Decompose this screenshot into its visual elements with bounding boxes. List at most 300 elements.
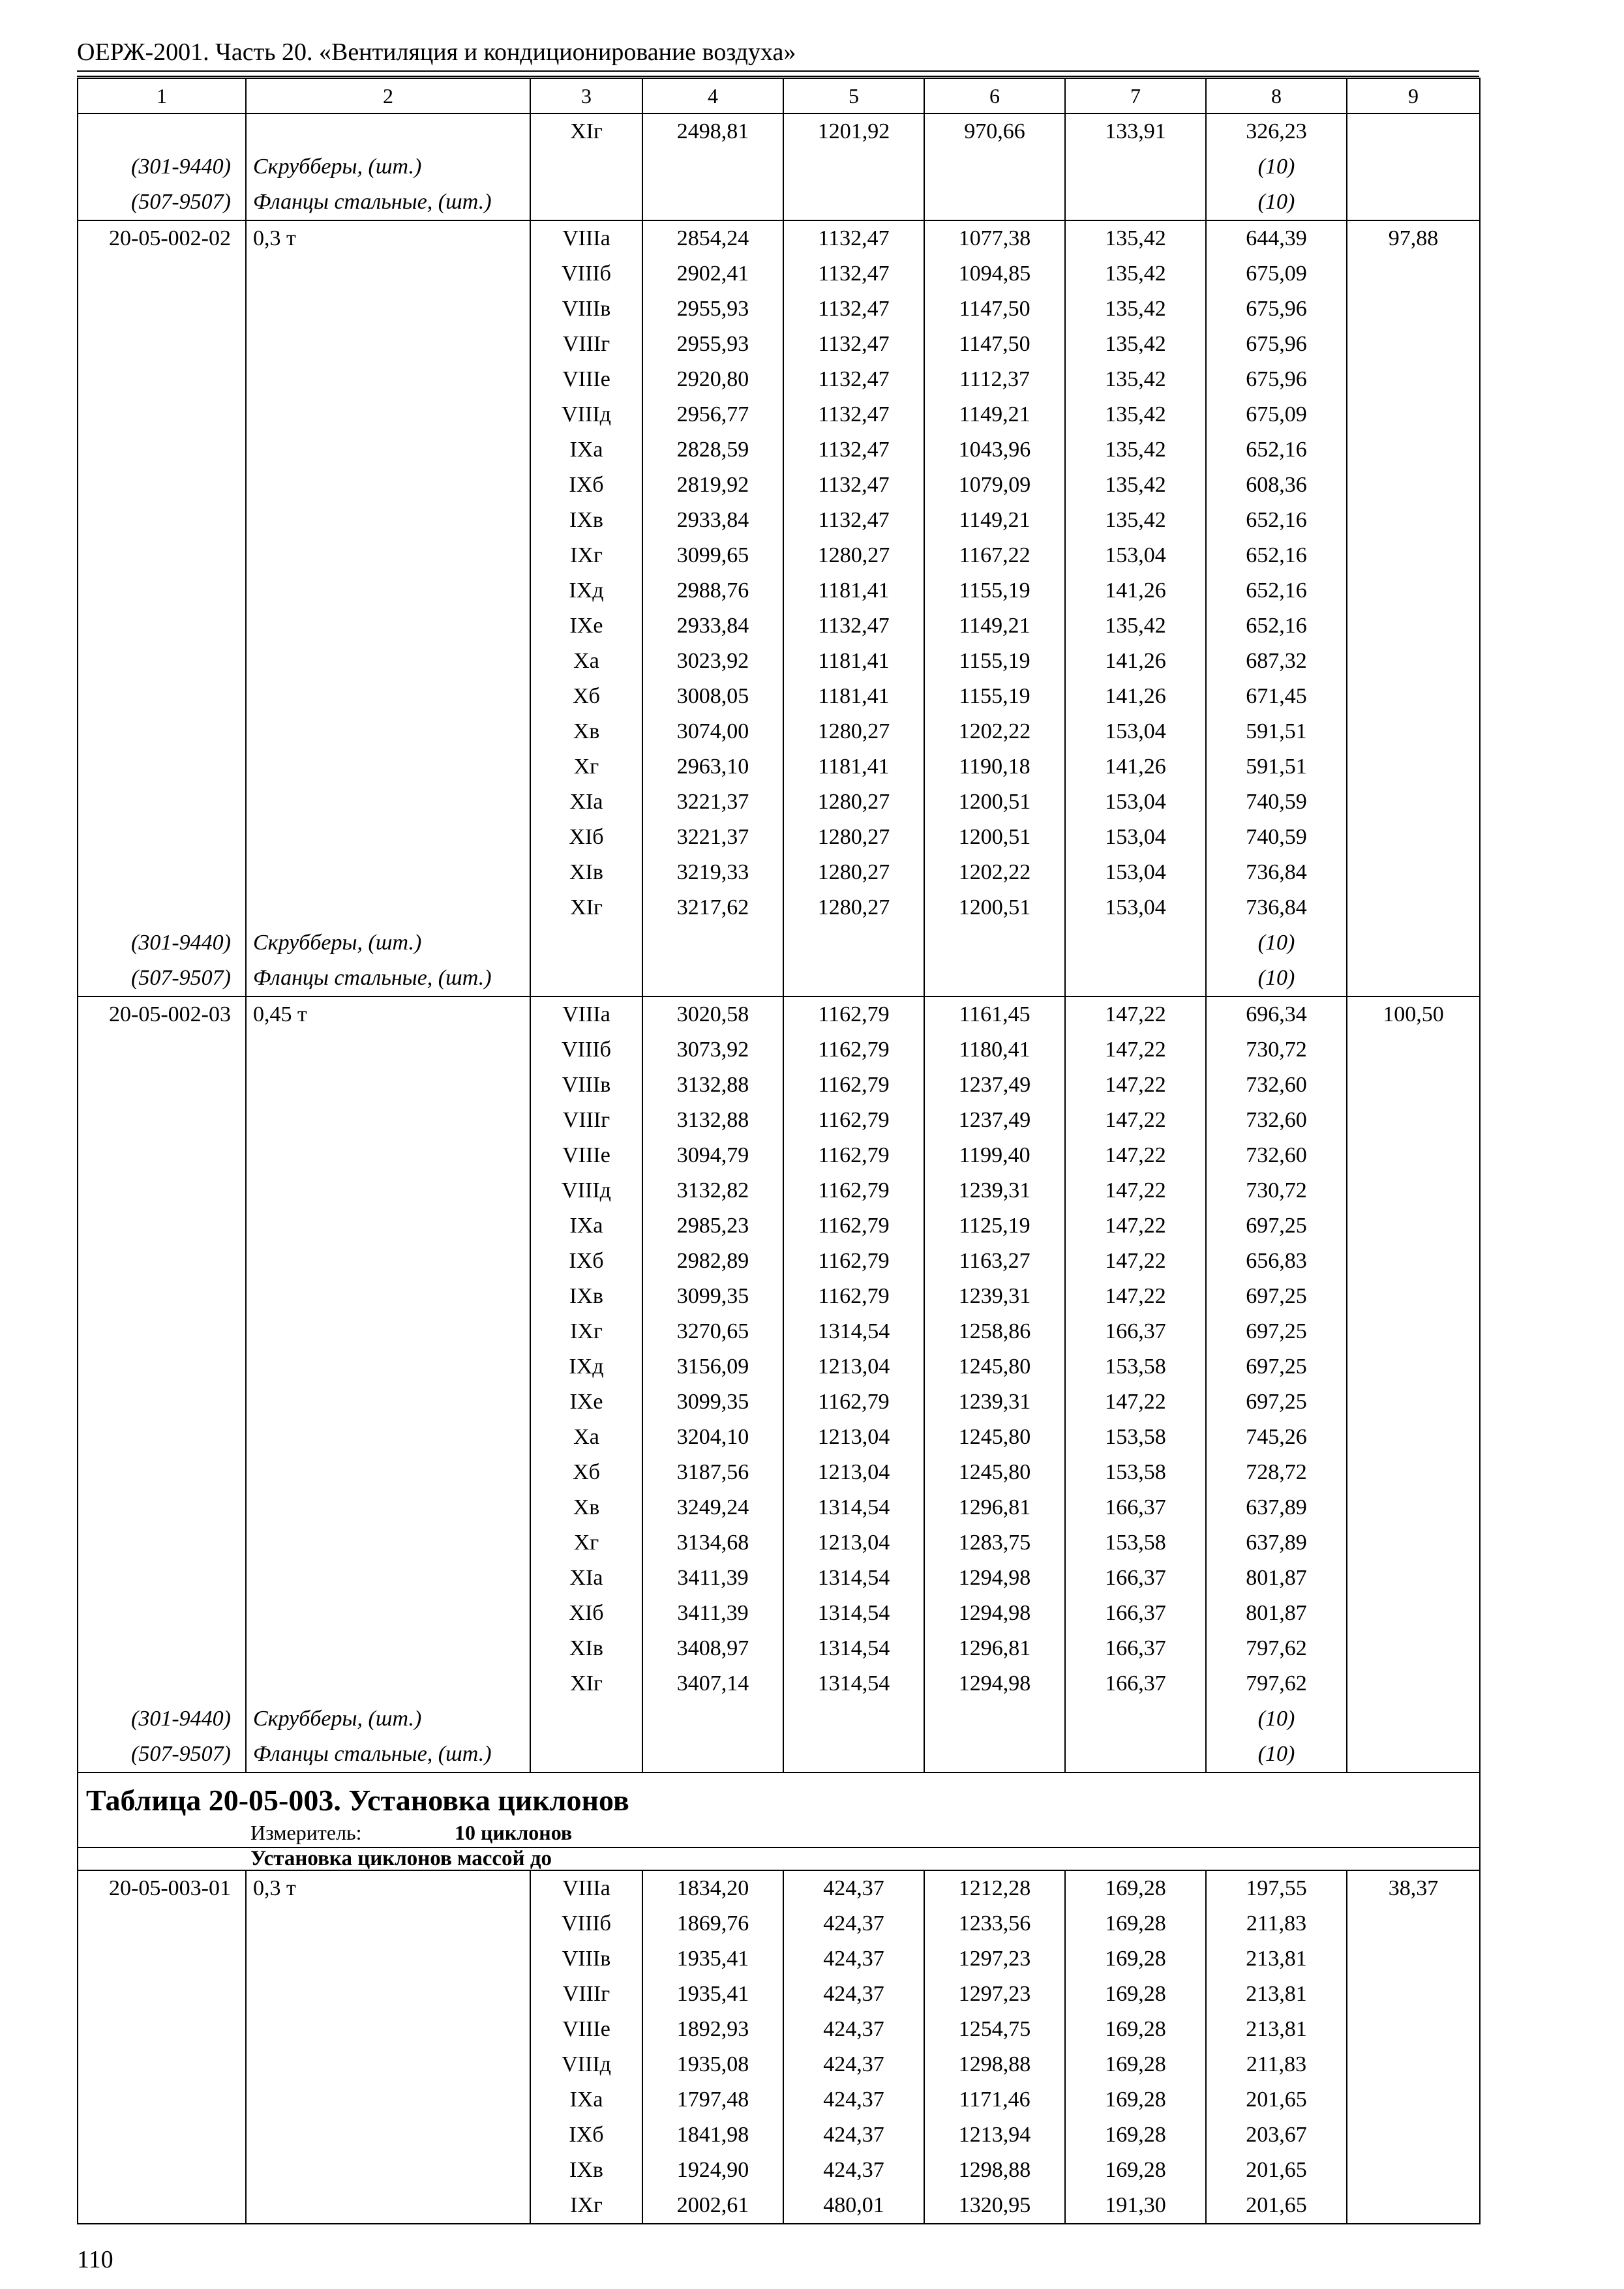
machine-cost-cell: 1200,51 — [924, 820, 1065, 855]
machinist-wages-cell: 153,04 — [1065, 785, 1206, 820]
wages-cell: 1162,79 — [783, 1244, 924, 1279]
table-row — [78, 468, 1480, 503]
labor-cell — [1347, 1279, 1480, 1314]
machinist-wages-cell: 147,22 — [1065, 1244, 1206, 1279]
zone-cell: VIIIб — [530, 1906, 642, 1941]
table-row — [78, 327, 1480, 362]
materials-cost-cell: 675,96 — [1206, 362, 1347, 397]
machine-cost-cell: 1079,09 — [924, 468, 1065, 503]
total-cost-cell: 2955,93 — [642, 327, 783, 362]
rate-code-cell — [78, 538, 246, 573]
total-cost-cell: 3219,33 — [642, 855, 783, 890]
table-row — [78, 749, 1480, 785]
empty-cell — [1347, 1701, 1480, 1737]
rate-name-cell — [246, 1561, 530, 1596]
labor-cell — [1347, 468, 1480, 503]
column-number-cell: 4 — [642, 78, 783, 113]
total-cost-cell: 3008,05 — [642, 679, 783, 714]
zone-cell: VIIIв — [530, 292, 642, 327]
total-cost-cell: 2985,23 — [642, 1208, 783, 1244]
total-cost-cell: 3249,24 — [642, 1490, 783, 1525]
rate-code-cell — [78, 1279, 246, 1314]
rate-name-cell — [246, 1244, 530, 1279]
total-cost-cell: 1935,08 — [642, 2047, 783, 2082]
labor-cell — [1347, 432, 1480, 468]
wages-cell: 424,37 — [783, 2117, 924, 2153]
materials-cost-cell: 740,59 — [1206, 785, 1347, 820]
machine-cost-cell: 1125,19 — [924, 1208, 1065, 1244]
empty-cell — [1065, 1737, 1206, 1773]
zone-cell: XIб — [530, 820, 642, 855]
total-cost-cell: 1924,90 — [642, 2153, 783, 2188]
wages-cell: 1181,41 — [783, 679, 924, 714]
table-row — [78, 78, 1480, 113]
materials-cost-cell: 197,55 — [1206, 1870, 1347, 1906]
zone-cell: VIIIд — [530, 1173, 642, 1208]
machinist-wages-cell: 166,37 — [1065, 1666, 1206, 1701]
materials-cost-cell: 675,09 — [1206, 256, 1347, 292]
machine-cost-cell: 1112,37 — [924, 362, 1065, 397]
resource-name-cell: Фланцы стальные, (шт.) — [246, 961, 530, 996]
machinist-wages-cell: 153,04 — [1065, 890, 1206, 925]
column-number-cell: 9 — [1347, 78, 1480, 113]
total-cost-cell: 2963,10 — [642, 749, 783, 785]
rate-code-cell — [78, 1941, 246, 1977]
machinist-wages-cell: 147,22 — [1065, 1173, 1206, 1208]
wages-cell: 1213,04 — [783, 1349, 924, 1384]
resource-quantity-cell: (10) — [1206, 961, 1347, 996]
measure-line — [86, 1822, 1473, 1843]
resource-name-cell: Скрубберы, (шт.) — [246, 925, 530, 961]
table-row — [78, 1631, 1480, 1666]
total-cost-cell: 2955,93 — [642, 292, 783, 327]
rate-code-cell: 20-05-002-03 — [78, 996, 246, 1032]
zone-cell: XIв — [530, 855, 642, 890]
table-row — [78, 573, 1480, 608]
total-cost-cell: 2002,61 — [642, 2188, 783, 2224]
labor-cell — [1347, 714, 1480, 749]
table-row — [78, 1737, 1480, 1773]
zone-cell: IXг — [530, 2188, 642, 2224]
table-row — [78, 1138, 1480, 1173]
machinist-wages-cell: 133,91 — [1065, 113, 1206, 149]
total-cost-cell: 1841,98 — [642, 2117, 783, 2153]
empty-cell — [530, 1737, 642, 1773]
empty-cell — [1347, 185, 1480, 220]
table-row — [78, 1244, 1480, 1279]
empty-cell — [1065, 925, 1206, 961]
machinist-wages-cell: 169,28 — [1065, 2153, 1206, 2188]
wages-cell: 1162,79 — [783, 1279, 924, 1314]
labor-cell — [1347, 820, 1480, 855]
empty-cell — [642, 1737, 783, 1773]
rate-name-cell — [246, 1349, 530, 1384]
labor-cell — [1347, 256, 1480, 292]
labor-cell — [1347, 1596, 1480, 1631]
total-cost-cell: 3221,37 — [642, 785, 783, 820]
zone-cell: IXв — [530, 2153, 642, 2188]
table-row — [78, 1173, 1480, 1208]
labor-cell — [1347, 785, 1480, 820]
empty-cell — [783, 1737, 924, 1773]
labor-cell — [1347, 608, 1480, 644]
rate-code-cell — [78, 1068, 246, 1103]
rate-code-cell — [78, 714, 246, 749]
machine-cost-cell: 1237,49 — [924, 1103, 1065, 1138]
column-number-cell: 3 — [530, 78, 642, 113]
wages-cell: 424,37 — [783, 2153, 924, 2188]
rate-code-cell — [78, 2188, 246, 2224]
rate-code-cell — [78, 679, 246, 714]
machine-cost-cell: 1239,31 — [924, 1384, 1065, 1420]
machine-cost-cell: 1171,46 — [924, 2082, 1065, 2117]
materials-cost-cell: 591,51 — [1206, 714, 1347, 749]
rate-name-cell — [246, 820, 530, 855]
rate-name-cell — [246, 397, 530, 432]
wages-cell: 1314,54 — [783, 1631, 924, 1666]
rate-name-cell — [246, 1173, 530, 1208]
total-cost-cell: 3094,79 — [642, 1138, 783, 1173]
rate-code-cell — [78, 2117, 246, 2153]
materials-cost-cell: 671,45 — [1206, 679, 1347, 714]
machine-cost-cell: 1294,98 — [924, 1666, 1065, 1701]
header-rule — [77, 70, 1479, 72]
table-row — [78, 785, 1480, 820]
empty-cell — [1065, 185, 1206, 220]
total-cost-cell: 2956,77 — [642, 397, 783, 432]
materials-cost-cell: 687,32 — [1206, 644, 1347, 679]
machinist-wages-cell: 153,58 — [1065, 1349, 1206, 1384]
labor-cell — [1347, 1244, 1480, 1279]
labor-cell — [1347, 1455, 1480, 1490]
zone-cell: VIIIе — [530, 2012, 642, 2047]
table-row — [78, 996, 1480, 1032]
materials-cost-cell: 652,16 — [1206, 503, 1347, 538]
rate-code-cell — [78, 820, 246, 855]
machine-cost-cell: 1258,86 — [924, 1314, 1065, 1349]
table-row — [78, 925, 1480, 961]
empty-cell — [783, 149, 924, 185]
machine-cost-cell: 1149,21 — [924, 503, 1065, 538]
rate-code-cell — [78, 1455, 246, 1490]
resource-code-cell: (507-9507) — [78, 185, 246, 220]
machinist-wages-cell: 135,42 — [1065, 397, 1206, 432]
rate-name-cell: 0,45 т — [246, 996, 530, 1032]
zone-cell: IXа — [530, 432, 642, 468]
total-cost-cell: 1935,41 — [642, 1941, 783, 1977]
table-row — [78, 1848, 1480, 1870]
total-cost-cell: 1869,76 — [642, 1906, 783, 1941]
rate-code-cell — [78, 256, 246, 292]
page-number: 110 — [77, 2246, 113, 2273]
labor-cell — [1347, 855, 1480, 890]
labor-cell — [1347, 1032, 1480, 1068]
rate-name-cell — [246, 644, 530, 679]
wages-cell: 424,37 — [783, 1906, 924, 1941]
machinist-wages-cell: 135,42 — [1065, 327, 1206, 362]
machinist-wages-cell: 169,28 — [1065, 2082, 1206, 2117]
table-row — [78, 2082, 1480, 2117]
empty-cell — [1347, 961, 1480, 996]
materials-cost-cell: 326,23 — [1206, 113, 1347, 149]
materials-cost-cell: 736,84 — [1206, 855, 1347, 890]
rate-code-cell — [78, 1666, 246, 1701]
labor-cell — [1347, 1138, 1480, 1173]
machinist-wages-cell: 135,42 — [1065, 468, 1206, 503]
rate-code-cell — [78, 1561, 246, 1596]
machine-cost-cell: 1202,22 — [924, 714, 1065, 749]
total-cost-cell: 3156,09 — [642, 1349, 783, 1384]
rate-code-cell — [78, 785, 246, 820]
labor-cell — [1347, 1561, 1480, 1596]
empty-cell — [924, 1737, 1065, 1773]
empty-cell — [530, 925, 642, 961]
wages-cell: 1162,79 — [783, 1208, 924, 1244]
total-cost-cell: 2828,59 — [642, 432, 783, 468]
total-cost-cell: 2854,24 — [642, 220, 783, 256]
resource-quantity-cell: (10) — [1206, 1701, 1347, 1737]
rate-name-cell — [246, 1032, 530, 1068]
resource-code-cell: (301-9440) — [78, 149, 246, 185]
materials-cost-cell: 591,51 — [1206, 749, 1347, 785]
table-row — [78, 1870, 1480, 1906]
total-cost-cell: 3407,14 — [642, 1666, 783, 1701]
rate-name-cell — [246, 714, 530, 749]
rate-code-cell — [78, 1032, 246, 1068]
materials-cost-cell: 736,84 — [1206, 890, 1347, 925]
empty-cell — [530, 961, 642, 996]
zone-cell: IXб — [530, 2117, 642, 2153]
machinist-wages-cell: 153,04 — [1065, 855, 1206, 890]
zone-cell: XIб — [530, 1596, 642, 1631]
labor-cell — [1347, 2047, 1480, 2082]
table-row — [78, 608, 1480, 644]
rate-name-cell — [246, 538, 530, 573]
table-row — [78, 644, 1480, 679]
machinist-wages-cell: 169,28 — [1065, 1977, 1206, 2012]
rate-code-cell — [78, 749, 246, 785]
empty-cell — [530, 185, 642, 220]
zone-cell: VIIIв — [530, 1068, 642, 1103]
machine-cost-cell: 1077,38 — [924, 220, 1065, 256]
machine-cost-cell: 1245,80 — [924, 1455, 1065, 1490]
table-row — [78, 149, 1480, 185]
rate-name-cell — [246, 362, 530, 397]
wages-cell: 1162,79 — [783, 1032, 924, 1068]
machine-cost-cell: 1200,51 — [924, 890, 1065, 925]
zone-cell: VIIIе — [530, 1138, 642, 1173]
table-header-cell — [78, 1773, 1480, 1848]
table-row — [78, 1773, 1480, 1848]
table-row — [78, 1279, 1480, 1314]
rate-name-cell — [246, 1208, 530, 1244]
rate-code-cell: 20-05-003-01 — [78, 1870, 246, 1906]
machinist-wages-cell: 147,22 — [1065, 1103, 1206, 1138]
wages-cell: 1162,79 — [783, 1068, 924, 1103]
resource-name-cell: Фланцы стальные, (шт.) — [246, 185, 530, 220]
rate-name-cell — [246, 2188, 530, 2224]
total-cost-cell: 2982,89 — [642, 1244, 783, 1279]
rate-code-cell — [78, 503, 246, 538]
zone-cell: Xв — [530, 714, 642, 749]
zone-cell: IXг — [530, 1314, 642, 1349]
table-row — [78, 1103, 1480, 1138]
total-cost-cell: 3132,88 — [642, 1068, 783, 1103]
zone-cell: VIIIб — [530, 1032, 642, 1068]
rate-code-cell — [78, 573, 246, 608]
empty-cell — [642, 149, 783, 185]
labor-cell — [1347, 1631, 1480, 1666]
materials-cost-cell: 213,81 — [1206, 2012, 1347, 2047]
table-row — [78, 855, 1480, 890]
rate-name-cell — [246, 890, 530, 925]
machinist-wages-cell: 135,42 — [1065, 292, 1206, 327]
table-row — [78, 185, 1480, 220]
rate-name-cell — [246, 2012, 530, 2047]
table-row — [78, 679, 1480, 714]
wages-cell: 1181,41 — [783, 749, 924, 785]
rate-name-cell — [246, 1138, 530, 1173]
labor-cell — [1347, 1906, 1480, 1941]
table-row — [78, 503, 1480, 538]
column-number-cell: 5 — [783, 78, 924, 113]
machinist-wages-cell: 147,22 — [1065, 1032, 1206, 1068]
labor-cell — [1347, 644, 1480, 679]
rate-code-cell — [78, 468, 246, 503]
wages-cell: 424,37 — [783, 2082, 924, 2117]
rate-code-cell — [78, 1103, 246, 1138]
machine-cost-cell: 1239,31 — [924, 1173, 1065, 1208]
rate-name-cell — [246, 855, 530, 890]
labor-cell — [1347, 1314, 1480, 1349]
wages-cell: 1132,47 — [783, 468, 924, 503]
total-cost-cell: 3074,00 — [642, 714, 783, 749]
rate-code-cell — [78, 1314, 246, 1349]
zone-cell: IXб — [530, 468, 642, 503]
labor-cell — [1347, 362, 1480, 397]
rate-name-cell — [246, 1455, 530, 1490]
machinist-wages-cell: 169,28 — [1065, 2047, 1206, 2082]
empty-cell — [924, 925, 1065, 961]
rate-code-cell — [78, 1420, 246, 1455]
machine-cost-cell: 1180,41 — [924, 1032, 1065, 1068]
machinist-wages-cell: 153,58 — [1065, 1525, 1206, 1561]
labor-cell — [1347, 1420, 1480, 1455]
machinist-wages-cell: 153,04 — [1065, 714, 1206, 749]
wages-cell: 1213,04 — [783, 1455, 924, 1490]
column-number-cell: 2 — [246, 78, 530, 113]
machinist-wages-cell: 141,26 — [1065, 644, 1206, 679]
wages-cell: 424,37 — [783, 2047, 924, 2082]
resource-name-cell: Скрубберы, (шт.) — [246, 1701, 530, 1737]
table-row — [78, 362, 1480, 397]
zone-cell: VIIIа — [530, 1870, 642, 1906]
rate-name-cell: 0,3 т — [246, 220, 530, 256]
machine-cost-cell: 1254,75 — [924, 2012, 1065, 2047]
materials-cost-cell: 675,96 — [1206, 292, 1347, 327]
total-cost-cell: 3099,35 — [642, 1384, 783, 1420]
page-header-title: ОЕРЖ-2001. Часть 20. «Вентиляция и кондиционирование воздуха» — [77, 38, 796, 66]
rate-code-cell — [78, 1525, 246, 1561]
rate-code-cell — [78, 1490, 246, 1525]
rate-name-cell — [246, 1906, 530, 1941]
header-rule — [77, 76, 1479, 77]
price-table — [77, 78, 1481, 2224]
machine-cost-cell: 1202,22 — [924, 855, 1065, 890]
wages-cell: 1132,47 — [783, 432, 924, 468]
empty-cell — [783, 961, 924, 996]
resource-code-cell: (507-9507) — [78, 961, 246, 996]
rate-code-cell — [78, 608, 246, 644]
rate-code-cell — [78, 1208, 246, 1244]
total-cost-cell: 3408,97 — [642, 1631, 783, 1666]
total-cost-cell: 1892,93 — [642, 2012, 783, 2047]
zone-cell: VIIIб — [530, 256, 642, 292]
materials-cost-cell: 732,60 — [1206, 1068, 1347, 1103]
machinist-wages-cell: 147,22 — [1065, 1384, 1206, 1420]
empty-cell — [1065, 149, 1206, 185]
labor-cell — [1347, 679, 1480, 714]
materials-cost-cell: 211,83 — [1206, 2047, 1347, 2082]
rate-name-cell — [246, 1631, 530, 1666]
wages-cell: 1314,54 — [783, 1490, 924, 1525]
rate-code-cell — [78, 1596, 246, 1631]
machine-cost-cell: 1297,23 — [924, 1977, 1065, 2012]
table-row — [78, 1314, 1480, 1349]
machinist-wages-cell: 169,28 — [1065, 2117, 1206, 2153]
machine-cost-cell: 1155,19 — [924, 679, 1065, 714]
zone-cell: XIг — [530, 1666, 642, 1701]
machinist-wages-cell: 191,30 — [1065, 2188, 1206, 2224]
table-row — [78, 2153, 1480, 2188]
wages-cell: 1314,54 — [783, 1666, 924, 1701]
wages-cell: 1132,47 — [783, 292, 924, 327]
zone-cell: Xа — [530, 644, 642, 679]
materials-cost-cell: 211,83 — [1206, 1906, 1347, 1941]
machine-cost-cell: 1200,51 — [924, 785, 1065, 820]
rate-name-cell — [246, 1666, 530, 1701]
table-row — [78, 292, 1480, 327]
empty-cell — [530, 149, 642, 185]
table-title: Таблица 20-05-003. Установка циклонов — [86, 1784, 629, 1817]
resource-quantity-cell: (10) — [1206, 1737, 1347, 1773]
materials-cost-cell: 697,25 — [1206, 1384, 1347, 1420]
zone-cell: IXг — [530, 538, 642, 573]
table-row — [78, 2047, 1480, 2082]
wages-cell: 1314,54 — [783, 1314, 924, 1349]
wages-cell: 1181,41 — [783, 644, 924, 679]
wages-cell: 1132,47 — [783, 362, 924, 397]
rate-name-cell — [246, 1068, 530, 1103]
table-row — [78, 1666, 1480, 1701]
materials-cost-cell: 203,67 — [1206, 2117, 1347, 2153]
wages-cell: 1213,04 — [783, 1525, 924, 1561]
materials-cost-cell: 696,34 — [1206, 996, 1347, 1032]
materials-cost-cell: 730,72 — [1206, 1032, 1347, 1068]
labor-cell — [1347, 1941, 1480, 1977]
table-row — [78, 1032, 1480, 1068]
machinist-wages-cell: 147,22 — [1065, 996, 1206, 1032]
machine-cost-cell: 1147,50 — [924, 292, 1065, 327]
machinist-wages-cell: 147,22 — [1065, 1068, 1206, 1103]
labor-cell — [1347, 1068, 1480, 1103]
subsection-heading: Установка циклонов массой до — [78, 1848, 1480, 1870]
zone-cell: VIIIе — [530, 362, 642, 397]
total-cost-cell: 3221,37 — [642, 820, 783, 855]
labor-cell — [1347, 2117, 1480, 2153]
materials-cost-cell: 652,16 — [1206, 608, 1347, 644]
machinist-wages-cell: 147,22 — [1065, 1208, 1206, 1244]
